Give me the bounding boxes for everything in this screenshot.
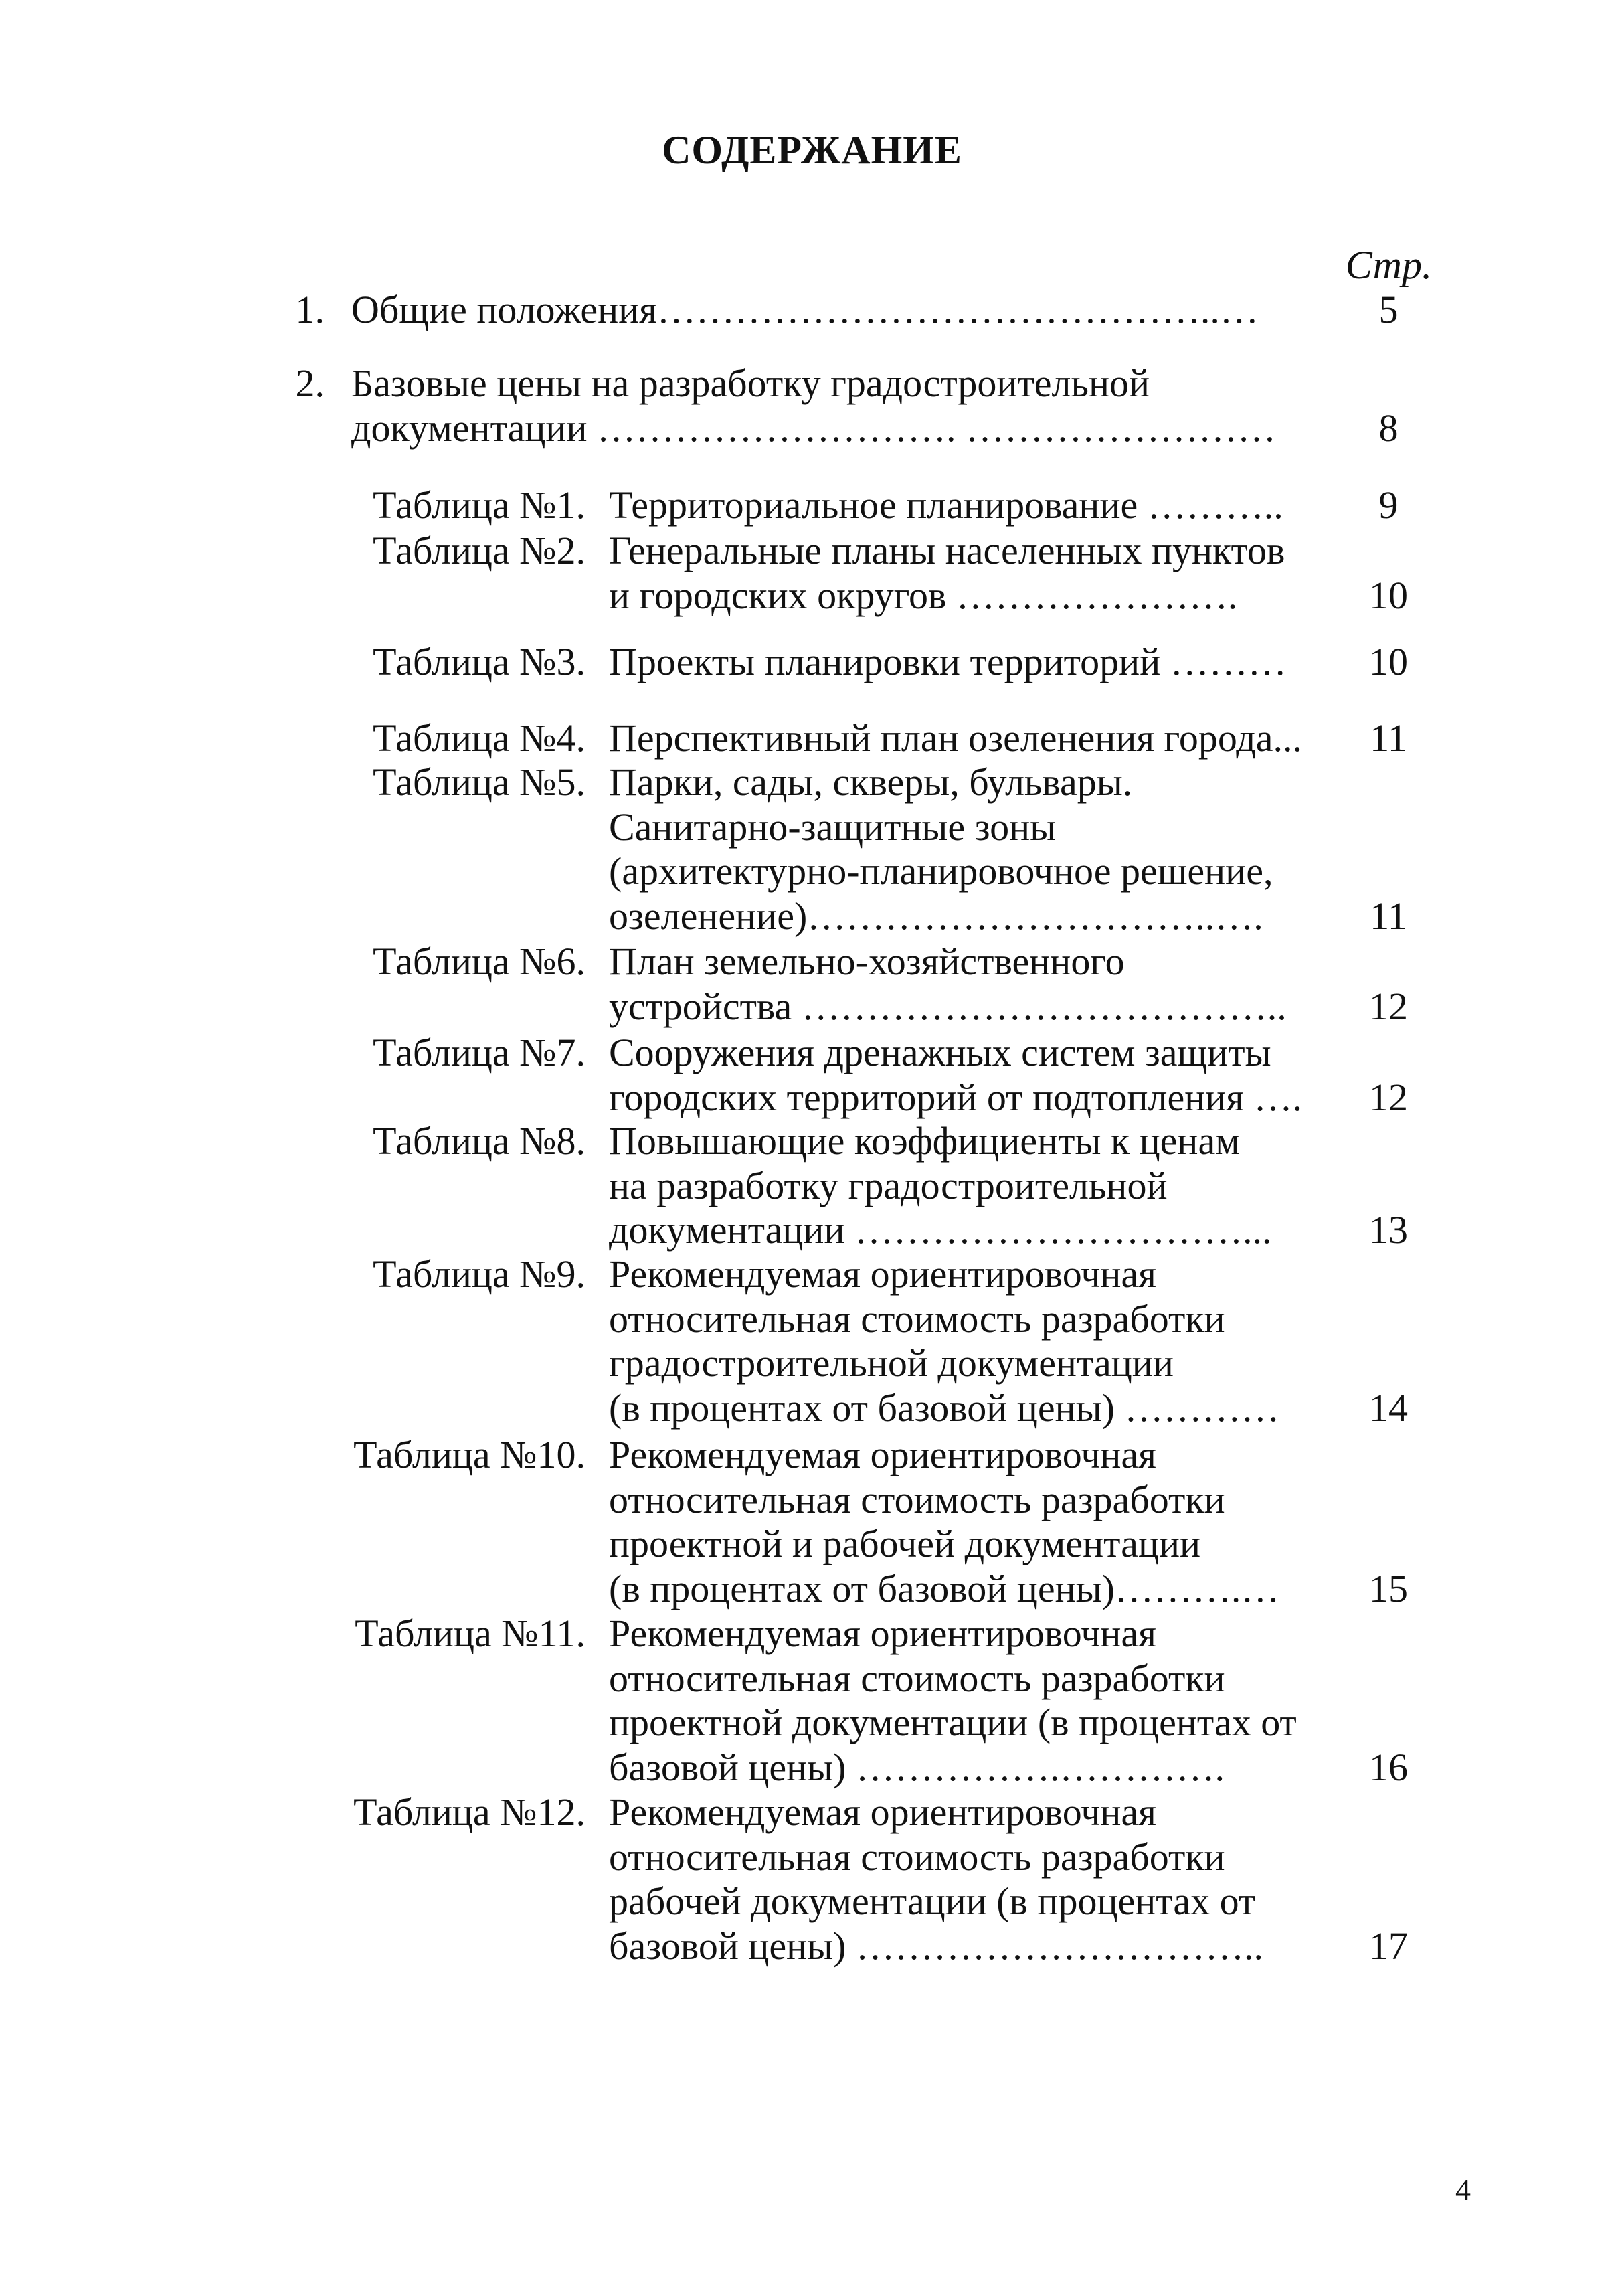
section-number: 1.: [295, 288, 325, 331]
table-page-number: 10: [1369, 640, 1408, 683]
table-page-number: 16: [1369, 1745, 1408, 1789]
table-title-line: Рекомендуемая ориентировочная: [609, 1790, 1156, 1834]
section-page-number: 5: [1378, 288, 1399, 331]
table-title-line: Рекомендуемая ориентировочная: [609, 1433, 1156, 1476]
table-label: Таблица №2.: [373, 529, 585, 572]
table-label: Таблица №7.: [373, 1031, 585, 1074]
table-label: Таблица №8.: [373, 1119, 585, 1163]
table-page-number: 11: [1370, 894, 1407, 938]
section-title-line: документации ………………………. ……………………: [351, 406, 1277, 450]
table-title-line: на разработку градостроительной: [609, 1163, 1168, 1207]
table-title-line: Рекомендуемая ориентировочная: [609, 1252, 1156, 1296]
table-title-line: и городских округов ………………….: [609, 573, 1238, 617]
table-title-line: Сооружения дренажных систем защиты: [609, 1031, 1271, 1074]
table-page-number: 17: [1369, 1924, 1408, 1968]
table-title-line: проектной и рабочей документации: [609, 1522, 1201, 1565]
table-title-line: устройства ………………………………..: [609, 984, 1287, 1028]
table-label: Таблица №12.: [353, 1790, 585, 1834]
table-page-number: 12: [1369, 1075, 1408, 1119]
table-label: Таблица №11.: [355, 1612, 585, 1655]
table-title-line: документации …………………………...: [609, 1208, 1272, 1252]
table-title-line: озеленение)…………………………..….: [609, 894, 1263, 938]
table-title-line: относительная стоимость разработки: [609, 1835, 1225, 1879]
table-page-number: 12: [1369, 984, 1408, 1028]
table-title-line: базовой цены) …………………………..: [609, 1924, 1263, 1968]
table-title-line: Парки, сады, скверы, бульвары.: [609, 760, 1133, 804]
table-title-line: градостроительной документации: [609, 1341, 1174, 1385]
table-label: Таблица №5.: [373, 760, 585, 804]
table-title-line: Санитарно-защитные зоны: [609, 804, 1057, 849]
section-page-number: 8: [1378, 406, 1399, 450]
table-label: Таблица №10.: [353, 1433, 585, 1476]
table-title-line: городских территорий от подтопления ….: [609, 1075, 1302, 1119]
section-title-line: Базовые цены на разработку градостроительной: [351, 361, 1150, 405]
table-title-line: рабочей документации (в процентах от: [609, 1879, 1256, 1923]
table-title-line: базовой цены) …………….………….: [609, 1745, 1225, 1789]
table-title-line: Проекты планировки территорий ………: [609, 640, 1287, 683]
table-title-line: Рекомендуемая ориентировочная: [609, 1612, 1156, 1655]
table-page-number: 9: [1378, 483, 1399, 527]
table-label: Таблица №6.: [373, 940, 585, 983]
page-column-header: Стр.: [1345, 243, 1432, 287]
page-number: 4: [1455, 2173, 1471, 2207]
section-title-line: Общие положения……………………………………..…: [351, 288, 1259, 331]
table-label: Таблица №9.: [373, 1252, 585, 1296]
table-title-line: Территориальное планирование ………..: [609, 483, 1283, 527]
table-label: Таблица №4.: [373, 716, 585, 760]
table-title-line: Повышающие коэффициенты к ценам: [609, 1119, 1240, 1163]
table-title-line: (в процентах от базовой цены) …………: [609, 1385, 1280, 1430]
section-number: 2.: [295, 361, 325, 405]
table-page-number: 11: [1370, 716, 1407, 760]
table-page-number: 13: [1369, 1208, 1408, 1252]
table-title-line: относительная стоимость разработки: [609, 1477, 1225, 1521]
table-page-number: 14: [1369, 1385, 1408, 1430]
table-label: Таблица №3.: [373, 640, 585, 683]
table-label: Таблица №1.: [373, 483, 585, 527]
table-title-line: относительная стоимость разработки: [609, 1656, 1225, 1700]
table-title-line: проектной документации (в процентах от: [609, 1701, 1297, 1744]
table-page-number: 15: [1369, 1566, 1408, 1610]
table-page-number: 10: [1369, 573, 1408, 617]
table-title-line: План земельно-хозяйственного: [609, 940, 1125, 983]
table-title-line: относительная стоимость разработки: [609, 1296, 1225, 1341]
table-title-line: (в процентах от базовой цены)……….…: [609, 1566, 1280, 1610]
table-title-line: Генеральные планы населенных пунктов: [609, 529, 1285, 572]
table-title-line: Перспективный план озеленения города...: [609, 716, 1302, 760]
table-title-line: (архитектурно-планировочное решение,: [609, 849, 1273, 893]
page-title: СОДЕРЖАНИЕ: [662, 128, 962, 172]
